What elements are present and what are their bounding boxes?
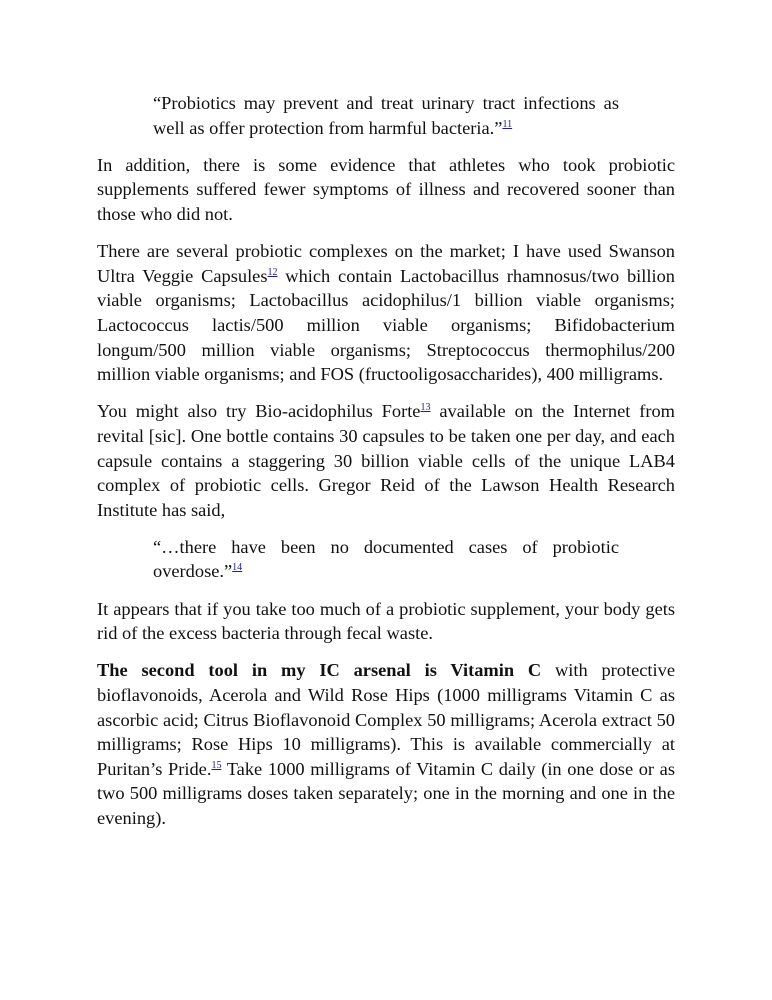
footnote-link-12[interactable]: 12	[267, 266, 278, 278]
bold-heading-text: The second tool in my IC arsenal is Vitamin C	[97, 660, 542, 681]
paragraph-text: There are several probiotic complexes on the market; I have used Swanson Ultra Veggie Capsules	[97, 241, 675, 286]
paragraph-text: Take 1000 milligrams of Vitamin C daily (in one dose or as two 500 milligrams doses taken separately; one in the morning and one in the evening).	[97, 758, 675, 828]
footnote-link-15[interactable]: 15	[211, 759, 222, 771]
footnote-ref-12	[268, 267, 278, 278]
paragraph-text: with protective bioflavonoids, Acerola and Wild Rose Hips (1000 milligrams Vitamin C as ascorbic acid; Citrus Bioflavonoid Complex 50 milligrams; Acerola extract 50 milligrams; Rose Hips 10 milligrams). This is available commercially at Puritan’s Pride.	[97, 660, 675, 779]
paragraph-excess-bacteria: It appears that if you take too much of a probiotic supplement, your body gets rid of the excess bacteria through fecal waste.	[97, 598, 675, 644]
document-page	[97, 91, 675, 843]
paragraph-bio-acidophilus	[97, 399, 675, 522]
paragraph-text: which contain Lactobacillus rhamnosus/two billion viable organisms; Lactobacillus acidophilus/1 billion viable organisms; Lactococcus lactis/500 million viable organisms; Bifidobacterium longum/500 million viable organisms; Streptococcus thermophilus/200 million viable organisms; and FOS (fructooligosaccharides), 400 milligrams.	[97, 265, 675, 385]
paragraph-probiotic-complexes	[97, 239, 675, 387]
footnote-link-11[interactable]: 11	[502, 118, 513, 130]
footnote-ref-11	[502, 119, 512, 130]
quote-text: “…there have been no documented cases of probiotic overdose.”	[153, 536, 619, 582]
footnote-ref-15	[211, 760, 221, 771]
footnote-ref-13	[420, 402, 430, 413]
footnote-ref-14	[232, 562, 242, 573]
footnote-link-13[interactable]: 13	[420, 402, 431, 414]
paragraph-text: available on the Internet from revital [sic]. One bottle contains 30 capsules to be taken one per day, and each capsule contains a staggering 30 billion viable cells of the unique LAB4 complex of probiotic cells. Gregor Reid of the Lawson Health Research Institute has said,	[97, 401, 675, 520]
paragraph-text: You might also try Bio-acidophilus Forte	[97, 401, 421, 422]
footnote-link-14[interactable]: 14	[232, 562, 243, 574]
quote-text: “Probiotics may prevent and treat urinary tract infections as well as offer protection from harmful bacteria.”	[153, 93, 619, 138]
paragraph-vitamin-c	[97, 658, 675, 830]
blockquote-overdose	[153, 535, 619, 584]
paragraph-athletes: In addition, there is some evidence that athletes who took probiotic supplements suffered fewer symptoms of illness and recovered sooner than those who did not.	[97, 154, 675, 224]
blockquote-urinary-tract	[153, 91, 619, 140]
